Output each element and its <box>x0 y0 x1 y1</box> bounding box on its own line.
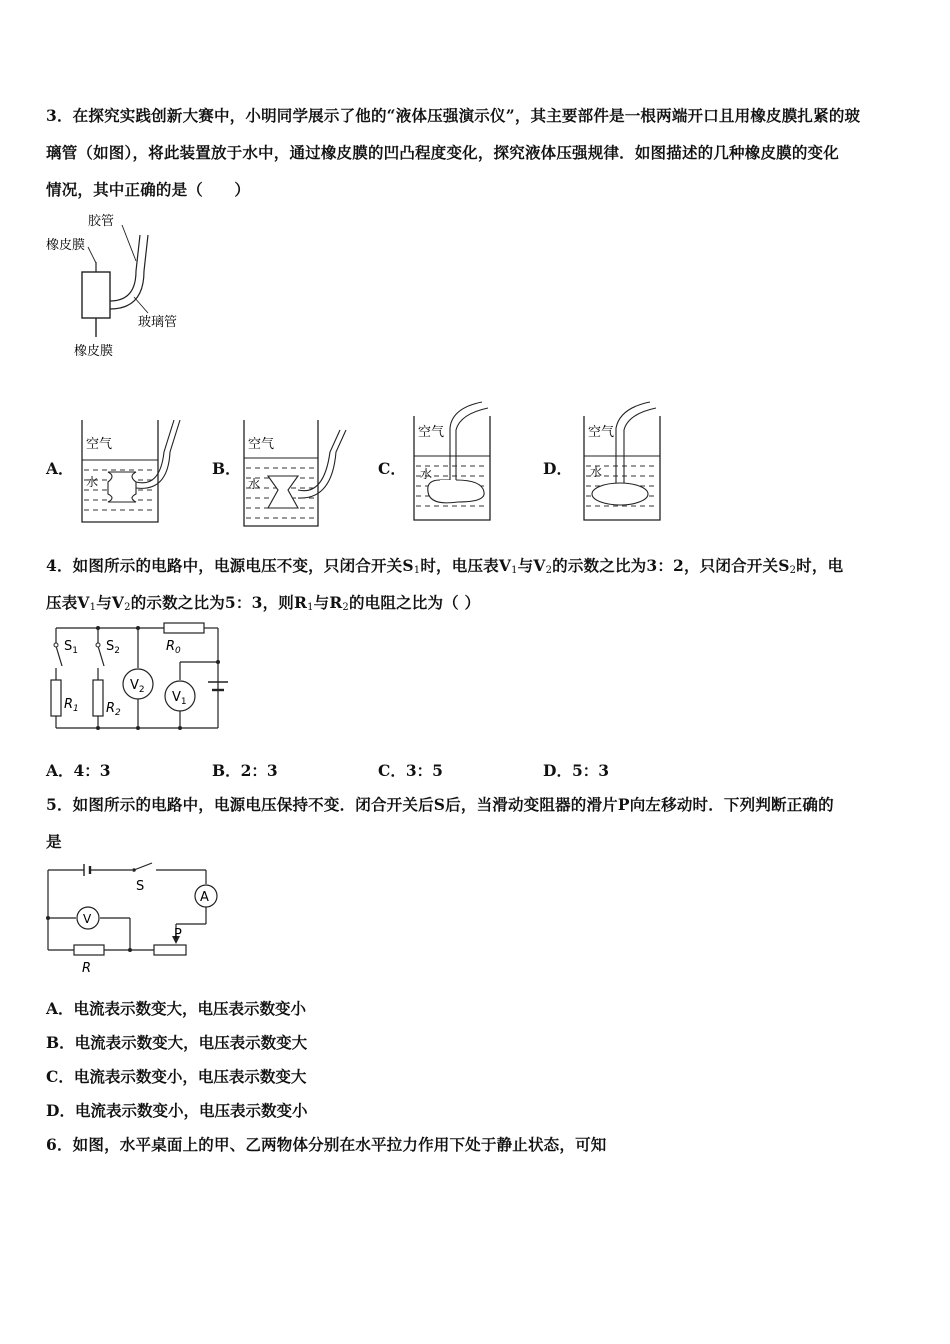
q3-text-line1: 3．在探究实践创新大赛中，小明同学展示了他的“液体压强演示仪”，其主要部件是一根两端开口且用橡皮膜扎紧的玻 <box>46 106 861 125</box>
q4-option-d: D．5：3 <box>543 761 610 780</box>
q4-option-c: C．3：5 <box>378 761 443 780</box>
q3-option-b-letter: B． <box>212 459 241 478</box>
air-label-c: 空气 <box>418 425 445 440</box>
q3-option-a-letter: A． <box>46 459 74 478</box>
membrane-bottom-label: 橡皮膜 <box>74 344 114 359</box>
air-label-d: 空气 <box>588 425 615 440</box>
q5-option-c: C．电流表示数变小，电压表示数变大 <box>46 1067 307 1086</box>
air-label-a: 空气 <box>86 437 113 452</box>
s2-label: $S_2$ <box>106 639 120 656</box>
q4-option-a: A．4：3 <box>46 761 111 780</box>
v1-label: $V_1$ <box>172 690 187 707</box>
q5-option-a: A．电流表示数变大，电压表示数变小 <box>46 999 307 1018</box>
q5-circuit-diagram <box>44 858 224 976</box>
q3-option-c-figure <box>410 398 510 526</box>
v2-label: $V_2$ <box>130 678 145 695</box>
water-label-d: 水 <box>590 465 603 479</box>
r2-label: $R_2$ <box>106 701 121 718</box>
q3-option-d-letter: D． <box>543 459 572 478</box>
membrane-top-label: 橡皮膜 <box>46 238 86 253</box>
switch-s-label: S <box>136 879 145 894</box>
q4-text-line2: 压表$V_1$与$V_2$的示数之比为5：3，则$R_1$与$R_2$的电阻之比为（ ） <box>46 593 481 613</box>
water-label-c: 水 <box>420 467 433 481</box>
q3-option-b-figure <box>240 412 355 530</box>
slider-p-label: P <box>174 927 182 942</box>
q3-apparatus-figure <box>44 205 224 365</box>
q5-option-b: B．电流表示数变大，电压表示数变大 <box>46 1033 308 1052</box>
q5-option-d: D．电流表示数变小，电压表示数变小 <box>46 1101 308 1120</box>
r1-label: $R_1$ <box>64 697 79 714</box>
air-label-b: 空气 <box>248 437 275 452</box>
ammeter-a-label: A <box>200 890 209 905</box>
q3-option-a-figure <box>78 412 188 530</box>
q4-text-line1: 4．如图所示的电路中，电源电压不变，只闭合开关$S_1$时，电压表$V_1$与$V_2$的示数之比为3：2，只闭合开关$S_2$时，电 <box>46 556 844 576</box>
q6-text-line1: 6．如图，水平桌面上的甲、乙两物体分别在水平拉力作用下处于静止状态，可知 <box>46 1135 607 1154</box>
q3-option-d-figure <box>580 398 680 526</box>
resistor-r-label: R <box>82 961 92 976</box>
q3-option-c-letter: C． <box>378 459 406 478</box>
r0-label: $R_0$ <box>166 639 181 656</box>
q4-circuit-diagram <box>44 620 234 732</box>
glass-tube-label: 玻璃管 <box>138 315 178 330</box>
voltmeter-v-label: V <box>83 912 92 926</box>
q3-text-line3: 情况，其中正确的是（ ） <box>46 180 251 199</box>
s1-label: $S_1$ <box>64 639 78 656</box>
q5-text-line1: 5．如图所示的电路中，电源电压保持不变．闭合开关后S后，当滑动变阻器的滑片P向左移动时．下列判断正确的 <box>46 795 834 814</box>
q4-option-b: B．2：3 <box>212 761 278 780</box>
q5-text-line2: 是 <box>46 832 62 851</box>
water-label-b: 水 <box>248 477 261 491</box>
water-label-a: 水 <box>86 475 99 489</box>
q3-text-line2: 璃管（如图），将此装置放于水中，通过橡皮膜的凹凸程度变化，探究液体压强规律．如图描述的几种橡皮膜的变化 <box>46 143 839 162</box>
hose-label: 胶管 <box>88 214 115 229</box>
